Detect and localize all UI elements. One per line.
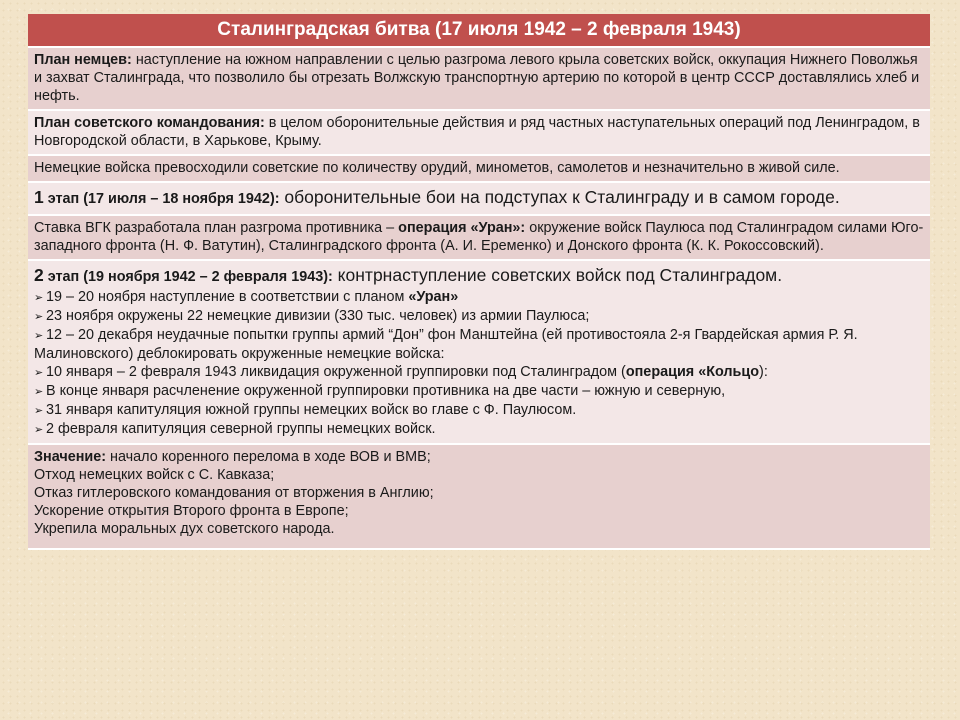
stage1-label: этап [43, 191, 84, 207]
german-plan-row [28, 48, 930, 111]
significance-row [28, 445, 930, 550]
event-text: 31 января капитуляция южной группы немецких войск во главе с Ф. Паулюсом. [46, 402, 577, 418]
superiority-text: Немецкие войска превосходили советские по количеству орудий, минометов, самолетов и незначительно в живой силе. [34, 160, 840, 176]
stage2-row [28, 261, 930, 445]
significance-label: Значение: [34, 449, 107, 465]
stage1-dates: (17 июля – 18 ноября 1942): [83, 191, 280, 207]
soviet-plan-row [28, 111, 930, 156]
stage1-row [28, 183, 930, 216]
stage2-label: этап [43, 269, 84, 285]
stage2-heading [34, 264, 924, 288]
arrow-bullet-icon: ➢ [34, 330, 44, 342]
stage2-text: контрнаступление советских войск под Сталинградом. [332, 265, 783, 285]
stage1-number: 1 [34, 187, 44, 207]
table-title: Сталинградская битва (17 июля 1942 – 2 февраля 1943) [28, 14, 930, 48]
arrow-bullet-icon: ➢ [34, 292, 44, 304]
event-item [34, 307, 924, 326]
event-item [34, 382, 924, 401]
german-plan-text: наступление на южном направлении с целью разгрома левого крыла советских войск, оккупация Нижнего Поволжья и захват Сталинграда, что позволило бы отрезать Волжскую транспортную артерию по которой в центр СССР доставлялись хлеб и нефть. [34, 52, 920, 104]
arrow-bullet-icon: ➢ [34, 386, 44, 398]
event-text: 2 февраля капитуляция северной группы немецких войск. [46, 421, 436, 437]
significance-line: Отход немецких войск с С. Кавказа; [34, 467, 275, 483]
soviet-plan-text: в целом оборонительные действия и ряд частных наступательных операций под Ленинградом, в Новгородской области, в Харькове, Крыму. [34, 115, 920, 149]
uranus-text-after: окружение войск Паулюса под Сталинградом силами Юго-западного фронта (Н. Ф. Ватутин), Сталинградского фронта (А. И. Еременко) и Донского фронта (К. К. Рокоссовский). [34, 220, 924, 254]
uranus-row [28, 216, 930, 261]
event-text: 23 ноября окружены 22 немецкие дивизии (330 тыс. человек) из армии Паулюса; [46, 308, 590, 324]
stage1-text: оборонительные бои на подступах к Сталинграду и в самом городе. [279, 187, 840, 207]
significance-first-line [34, 448, 924, 466]
event-item [34, 363, 924, 382]
superiority-row [28, 156, 930, 183]
stage2-dates: (19 ноября 1942 – 2 февраля 1943): [83, 269, 333, 285]
significance-first: начало коренного перелома в ходе ВОВ и ВМВ; [106, 449, 431, 465]
arrow-bullet-icon: ➢ [34, 405, 44, 417]
event-item [34, 420, 924, 439]
uranus-text-before: Ставка ВГК разработала план разгрома противника – [34, 220, 399, 236]
german-plan-label: План немцев: [34, 52, 132, 68]
stage2-events [34, 288, 924, 439]
event-after: ): [759, 364, 768, 380]
event-text: 12 – 20 декабря неудачные попытки группы армий “Дон” фон Манштейна (ей противостояла 2-я Гвардейская армия Р. Я. Малиновского) деблокировать окруженные немецкие войска: [34, 327, 858, 362]
event-item [34, 401, 924, 420]
event-item [34, 326, 924, 363]
arrow-bullet-icon: ➢ [34, 311, 44, 323]
stage2-number: 2 [34, 265, 44, 285]
event-bold: операция «Кольцо [625, 364, 760, 380]
significance-line: Ускорение открытия Второго фронта в Европе; [34, 503, 349, 519]
event-bold: «Уран» [408, 289, 459, 305]
event-text: В конце января расчленение окруженной группировки противника на две части – южную и северную, [46, 383, 726, 399]
event-item [34, 288, 924, 307]
significance-line: Отказ гитлеровского командования от вторжения в Англию; [34, 485, 434, 501]
battle-table [28, 14, 930, 550]
arrow-bullet-icon: ➢ [34, 424, 44, 436]
significance-line: Укрепила моральных дух советского народа. [34, 521, 335, 537]
event-text: 10 января – 2 февраля 1943 ликвидация окруженной группировки под Сталинградом ( [46, 364, 626, 380]
soviet-plan-label: План советского командования: [34, 115, 265, 131]
event-text: 19 – 20 ноября наступление в соответствии с планом [46, 289, 409, 305]
uranus-operation: операция «Уран»: [398, 220, 526, 236]
arrow-bullet-icon: ➢ [34, 367, 44, 379]
